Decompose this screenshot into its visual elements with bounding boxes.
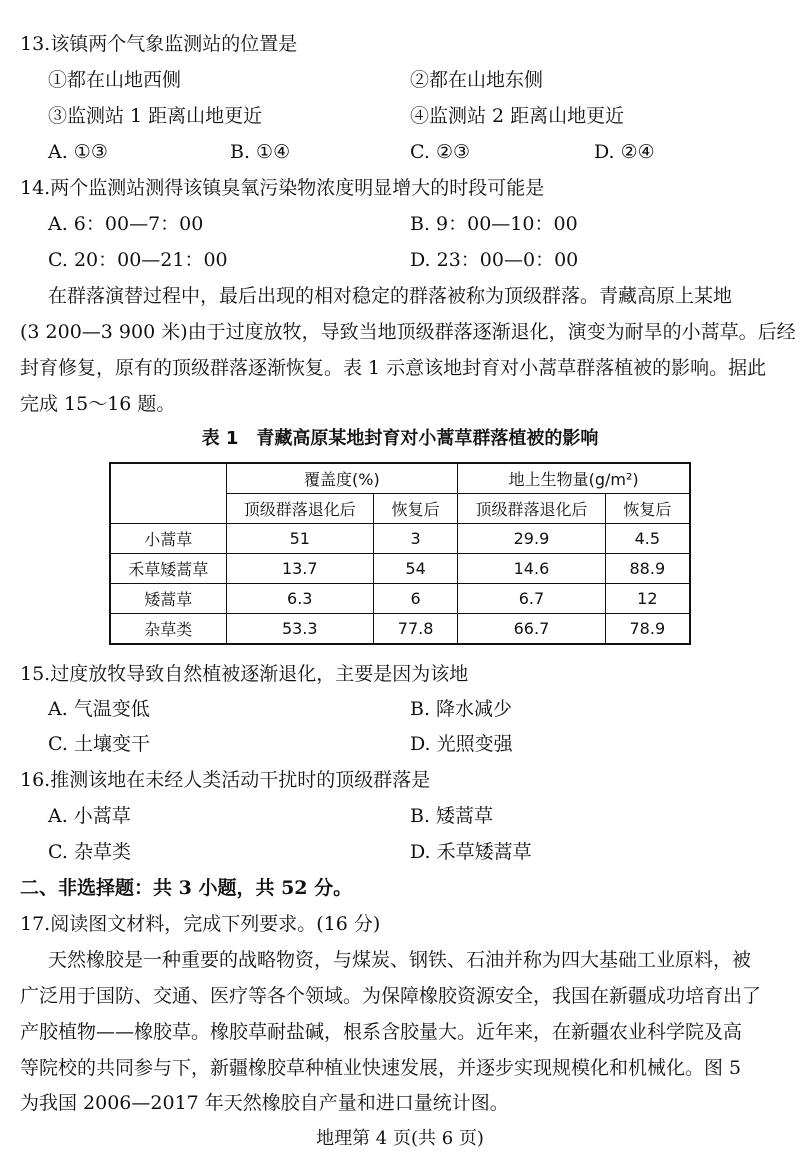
passage-line-1: 在群落演替过程中，最后出现的相对稳定的群落被称为顶级群落。青藏高原上某地 [48,285,733,307]
table-row [110,524,690,554]
q16-option-a: A. 小蒿草 [48,805,131,827]
coverage-recovered: 77.8 [373,614,457,645]
passage-line-2: (3 200—3 900 米)由于过度放牧，导致当地顶级群落逐渐退化，演变为耐旱的小蒿草。后经 [20,321,796,343]
q13-statement-1: ①都在山地西侧 [48,69,182,91]
table-caption: 表 1 青藏高原某地封育对小蒿草群落植被的影响 [201,428,599,449]
table-row [110,614,690,645]
q16-option-c: C. 杂草类 [48,841,131,863]
species-name: 杂草类 [110,614,226,645]
q16-option-d: D. 禾草矮蒿草 [410,841,532,863]
q17-line-5: 为我国 2006—2017 年天然橡胶自产量和进口量统计图。 [20,1092,509,1114]
section-heading: 二、非选择题：共 3 小题，共 52 分。 [20,877,353,899]
q15-option-b: B. 降水减少 [410,698,513,720]
coverage-degraded: 13.7 [226,554,373,584]
coverage-degraded: 6.3 [226,584,373,614]
q14-option-b: B. 9：00—10：00 [410,213,578,235]
biomass-degraded: 66.7 [458,614,605,645]
coverage-recovered: 3 [373,524,457,554]
biomass-recovered: 12 [605,584,690,614]
q15-option-c: C. 土壤变干 [48,733,150,755]
biomass-degraded: 29.9 [458,524,605,554]
passage-line-3: 封育修复，原有的顶级群落逐渐恢复。表 1 示意该地封育对小蒿草群落植被的影响。据此 [20,357,767,379]
q16-option-b: B. 矮蒿草 [410,805,494,827]
coverage-header: 覆盖度(%) [226,463,458,494]
page-footer: 地理第 4 页(共 6 页) [316,1128,484,1149]
biomass-recovered: 78.9 [605,614,690,645]
coverage-degraded: 51 [226,524,373,554]
q14-option-c: C. 20：00—21：00 [48,249,228,271]
q13-statement-3: ③监测站 1 距离山地更近 [48,105,263,127]
coverage-degraded: 53.3 [226,614,373,645]
biomass-degraded: 6.7 [458,584,605,614]
biomass-recovered-header: 恢复后 [605,494,690,524]
q17-stem: 17.阅读图文材料，完成下列要求。(16 分) [20,913,381,935]
table-header-row [110,463,690,494]
q17-line-2: 广泛用于国防、交通、医疗等各个领域。为保障橡胶资源安全，我国在新疆成功培育出了 [20,985,762,1007]
coverage-recovered-header: 恢复后 [373,494,457,524]
species-name: 小蒿草 [110,524,226,554]
q13-statement-2: ②都在山地东侧 [410,69,544,91]
biomass-recovered: 4.5 [605,524,690,554]
coverage-degraded-header: 顶级群落退化后 [226,494,373,524]
species-name: 禾草矮蒿草 [110,554,226,584]
q15-stem: 15.过度放牧导致自然植被逐渐退化，主要是因为该地 [20,663,469,685]
q16-stem: 16.推测该地在未经人类活动干扰时的顶级群落是 [20,769,431,791]
coverage-recovered: 6 [373,584,457,614]
q17-line-4: 等院校的共同参与下，新疆橡胶草种植业快速发展，并逐步实现规模化和机械化。图 5 [20,1057,742,1079]
table-row [110,554,690,584]
q13-option-d: D. ②④ [594,141,655,163]
q15-option-d: D. 光照变强 [410,733,513,755]
species-name: 矮蒿草 [110,584,226,614]
q13-option-b: B. ①④ [230,141,291,163]
passage-line-4: 完成 15～16 题。 [20,393,176,415]
q13-option-a: A. ①③ [48,141,108,163]
coverage-recovered: 54 [373,554,457,584]
vegetation-table [109,462,691,645]
q17-line-1: 天然橡胶是一种重要的战略物资，与煤炭、钢铁、石油并称为四大基础工业原料，被 [48,949,752,971]
biomass-degraded-header: 顶级群落退化后 [458,494,605,524]
q14-stem: 14.两个监测站测得该镇臭氧污染物浓度明显增大的时段可能是 [20,177,545,199]
q13-option-c: C. ②③ [410,141,471,163]
q14-option-a: A. 6：00—7：00 [48,213,204,235]
biomass-recovered: 88.9 [605,554,690,584]
q15-option-a: A. 气温变低 [48,698,150,720]
table-corner-cell [110,463,226,524]
q13-stem: 13.该镇两个气象监测站的位置是 [20,33,298,55]
table-row [110,584,690,614]
biomass-degraded: 14.6 [458,554,605,584]
q14-option-d: D. 23：00—0：00 [410,249,579,271]
q17-line-3: 产胶植物——橡胶草。橡胶草耐盐碱，根系含胶量大。近年来，在新疆农业科学院及高 [20,1021,743,1043]
biomass-header: 地上生物量(g/m²) [458,463,690,494]
q13-statement-4: ④监测站 2 距离山地更近 [410,105,625,127]
